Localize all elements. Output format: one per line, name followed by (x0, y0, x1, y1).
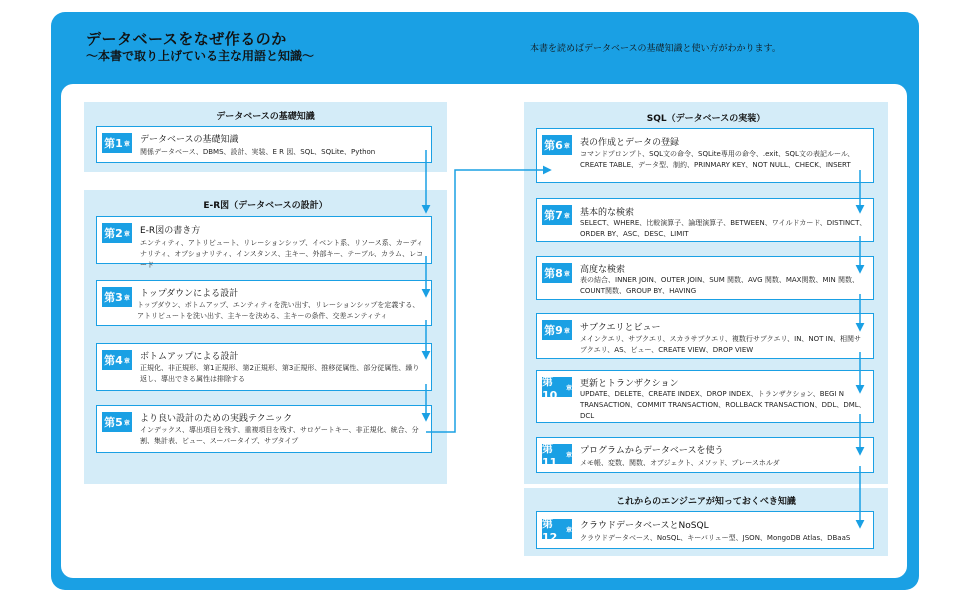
chapter-badge-1: 第1 章 (102, 133, 132, 153)
arrow-5-6 (426, 170, 550, 432)
chapter-desc-11: メモ帳、変数、関数、オブジェクト、メソッド、プレースホルダ (580, 459, 780, 467)
chapter-badge-5: 第5 章 (102, 412, 132, 432)
chapter-badge-2: 第2 章 (102, 223, 132, 243)
chapter-desc-6: コマンドプロンプト、SQL文の命令、SQLite専用の命令、.exit、SQL文の表記ルール、CREATE TABLE、データ型、制約、PRINMARY KEY、NOT NULL、CHECK、INSERT (580, 150, 855, 169)
chapter-badge-8: 第8 章 (542, 263, 572, 283)
section-sql-title: SQL（データベースの実装） (646, 114, 766, 124)
chapter-title-5: より良い設計のための実践テクニック (140, 414, 293, 424)
section-future-title: これからのエンジニアが知っておくべき知識 (616, 497, 796, 507)
chapter-badge-4: 第4 章 (102, 350, 132, 370)
chapter-title-9: サブクエリとビュー (580, 323, 661, 333)
chapter-title-4: ボトムアップによる設計 (140, 352, 239, 362)
page-title: データベースをなぜ作るのか (86, 30, 287, 48)
chapter-title-10: 更新とトランザクション (580, 379, 679, 389)
chapter-title-7: 基本的な検索 (580, 208, 635, 218)
chapter-badge-6: 第6 章 (542, 135, 572, 155)
chapter-badge-10: 第10 章 (542, 374, 572, 402)
chapter-desc-4: 正規化、非正規形、第1正規形、第2正規形、第3正規形、推移従属性、部分従属性、繰り返し、導出できる属性は排除する (140, 364, 420, 383)
chapter-title-1: データベースの基礎知識 (140, 135, 239, 145)
chapter-desc-7: SELECT、WHERE、比較演算子、論理演算子、BETWEEN、ワイルドカード、DISTINCT、ORDER BY、ASC、DESC、LIMIT (580, 219, 867, 238)
chapter-title-2: E-R図の書き方 (140, 226, 201, 236)
chapter-badge-9: 第9 章 (542, 320, 572, 340)
chapter-desc-3: トップダウン、ボトムアップ、エンティティを洗い出す、リレーションシップを定義する、アトリビュートを洗い出す、主キーを決める、主キーの条件、交差エンティティ (137, 301, 420, 320)
chapter-desc-1: 関係データベース、DBMS、設計、実装、E R 図、SQL、SQLite、Python (140, 148, 376, 156)
section-er-title: E-R図（データベースの設計） (203, 201, 328, 211)
chapter-desc-8: 表の結合、INNER JOIN、OUTER JOIN、SUM 関数、AVG 関数、MAX関数、MIN 関数、COUNT関数、GROUP BY、HAVING (580, 276, 860, 295)
chapter-title-11: プログラムからデータベースを使う (580, 446, 724, 456)
chapter-title-12: クラウドデータベースとNoSQL (580, 521, 709, 531)
chapter-title-6: 表の作成とデータの登録 (580, 138, 680, 148)
page-description: 本書を読めばデータベースの基礎知識と使い方がわかります。 (530, 44, 781, 54)
chapter-desc-9: メインクエリ、サブクエリ、スカラサブクエリ、複数行サブクエリ、IN、NOT IN、相関サブクエリ、AS、ビュー、CREATE VIEW、DROP VIEW (580, 335, 861, 354)
chapter-desc-12: クラウドデータベース、NoSQL、キーバリュー型、JSON、MongoDB Atlas、DBaaS (580, 534, 851, 542)
chapter-title-3: トップダウンによる設計 (140, 289, 239, 299)
chapter-badge-3: 第3 章 (102, 287, 132, 307)
chapter-desc-2: エンティティ、アトリビュート、リレーションシップ、イベント系、リソース系、カーディナリティ、オプショナリティ、インスタンス、主キー、外部キー、テーブル、カラム、レコード (140, 239, 424, 269)
chapter-badge-7: 第7 章 (542, 205, 572, 225)
chapter-desc-10: UPDATE、DELETE、CREATE INDEX、DROP INDEX、トランザクション、BEGI N TRANSACTION、COMMIT TRANSACTION、ROLLBACK TRANSACTION、DDL、DML、DCL (580, 390, 866, 420)
chapter-title-8: 高度な検索 (580, 265, 626, 275)
section-basics-title: データベースの基礎知識 (216, 112, 315, 122)
page-subtitle: ～本書で取り上げている主な用語と知識～ (86, 49, 315, 63)
chapter-badge-11: 第11 章 (542, 441, 572, 469)
chapter-badge-12: 第12 章 (542, 516, 572, 544)
chapter-desc-5: インデックス、導出項目を残す、重複項目を残す、サロゲートキー、非正規化、統合、分割、集計表、ビュー、スーパータイプ、サブタイプ (140, 426, 419, 445)
